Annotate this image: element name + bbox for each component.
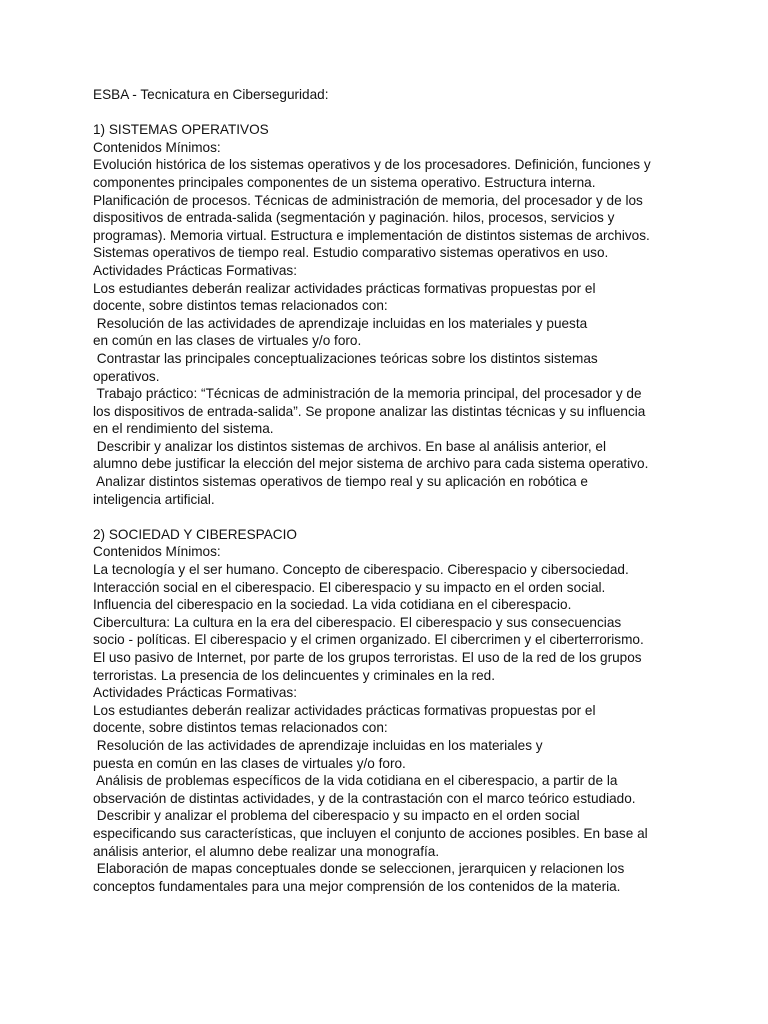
text-line: Contenidos Mínimos: [93, 544, 221, 560]
text-line: docente, sobre distintos temas relacionados con: [93, 298, 388, 314]
text-line: Resolución de las actividades de aprendizaje incluidas en los materiales y [93, 737, 543, 753]
text-line: terroristas. La presencia de los delincuentes y criminales en la red. [93, 667, 495, 683]
text-line: Contenidos Mínimos: [93, 139, 221, 155]
text-line: La tecnología y el ser humano. Concepto de ciberespacio. Ciberespacio y cibersociedad. [93, 562, 629, 578]
section-heading: 1) SISTEMAS OPERATIVOS [93, 122, 269, 138]
text-line: Influencia del ciberespacio en la sociedad. La vida cotidiana en el ciberespacio. [93, 597, 572, 613]
text-line: en común en las clases de virtuales y/o foro. [93, 333, 362, 349]
text-line: Elaboración de mapas conceptuales donde se seleccionen, jerarquicen y relacionen los [93, 861, 625, 877]
text-line: Resolución de las actividades de aprendizaje incluidas en los materiales y puesta [93, 315, 588, 331]
section-sistemas-operativos [93, 121, 693, 508]
text-line: Analizar distintos sistemas operativos de tiempo real y su aplicación en robótica e [93, 474, 588, 490]
document-title: ESBA - Tecnicatura en Ciberseguridad: [93, 87, 329, 102]
text-line: en el rendimiento del sistema. [93, 421, 274, 437]
text-line: componentes principales componentes de un sistema operativo. Estructura interna. [93, 174, 596, 190]
spacer [93, 508, 693, 526]
text-line: Describir y analizar los distintos sistemas de archivos. En base al análisis anterior, el [93, 438, 607, 454]
text-line: Análisis de problemas específicos de la vida cotidiana en el ciberespacio, a partir de la [93, 773, 618, 789]
text-line: especificando sus características, que incluyen el conjunto de acciones posibles. En base al [93, 825, 648, 841]
text-line: Evolución histórica de los sistemas operativos y de los procesadores. Definición, funciones y [93, 157, 651, 173]
text-line: El uso pasivo de Internet, por parte de los grupos terroristas. El uso de la red de los grupos [93, 650, 642, 665]
section-lines [93, 139, 693, 508]
text-line: socio - políticas. El ciberespacio y el crimen organizado. El cibercrimen y el ciberterrorismo. [93, 632, 644, 648]
text-line: inteligencia artificial. [93, 491, 215, 507]
text-line: programas). Memoria virtual. Estructura e implementación de distintos sistemas de archivos. [93, 227, 650, 243]
text-line: Describir y analizar el problema del ciberespacio y su impacto en el orden social [93, 808, 580, 824]
text-line: Trabajo práctico: “Técnicas de administración de la memoria principal, del procesador y de [93, 386, 642, 402]
text-line: Actividades Prácticas Formativas: [93, 685, 297, 701]
text-line: conceptos fundamentales para una mejor comprensión de los contenidos de la materia. [93, 878, 621, 894]
text-line: alumno debe justificar la elección del mejor sistema de archivo para cada sistema operativo. [93, 456, 649, 472]
text-line: docente, sobre distintos temas relacionados con: [93, 720, 388, 736]
text-line: Actividades Prácticas Formativas: [93, 262, 297, 278]
document-body [93, 86, 693, 895]
text-line: análisis anterior, el alumno debe realizar una monografía. [93, 843, 440, 859]
text-line: puesta en común en las clases de virtuales y/o foro. [93, 755, 406, 771]
text-line: operativos. [93, 368, 160, 384]
text-line: Sistemas operativos de tiempo real. Estudio comparativo sistemas operativos en uso. [93, 245, 609, 261]
section-heading: 2) SOCIEDAD Y CIBERESPACIO [93, 526, 297, 542]
text-line: Contrastar las principales conceptualizaciones teóricas sobre los distintos sistemas [93, 350, 598, 366]
text-line: dispositivos de entrada-salida (segmentación y paginación. hilos, procesos, servicios y [93, 210, 615, 226]
spacer [93, 104, 693, 122]
section-lines [93, 543, 693, 895]
text-line: Los estudiantes deberán realizar actividades prácticas formativas propuestas por el [93, 280, 596, 296]
text-line: Los estudiantes deberán realizar actividades prácticas formativas propuestas por el [93, 702, 596, 718]
text-line: Planificación de procesos. Técnicas de administración de memoria, del procesador y de los [93, 192, 643, 208]
text-line: observación de distintas actividades, y de la contrastación con el marco teórico estudiado. [93, 790, 636, 806]
text-line: Interacción social en el ciberespacio. El ciberespacio y su impacto en el orden social. [93, 579, 606, 595]
text-line: Cibercultura: La cultura en la era del ciberespacio. El ciberespacio y sus consecuencias [93, 614, 622, 630]
section-sociedad-y-ciberespacio [93, 526, 693, 895]
text-line: los dispositivos de entrada-salida”. Se propone analizar las distintas técnicas y su influencia [93, 403, 646, 419]
